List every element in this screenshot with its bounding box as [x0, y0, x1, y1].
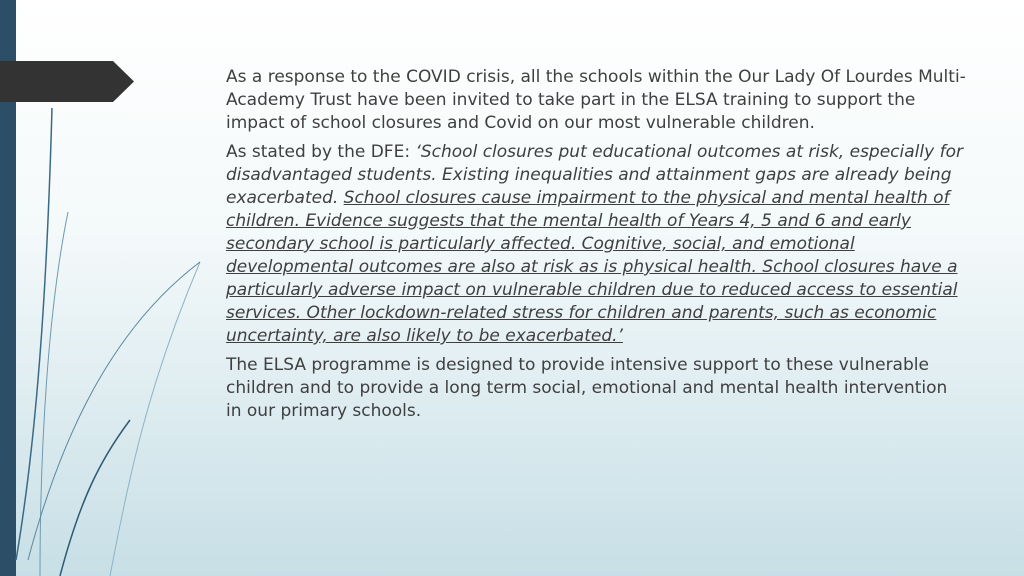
- dfe-quote-text: ‘School closures put educational outcomes at risk, especially for disadvantaged students. Existing inequalities and attainment gaps are already being exacerbated.: [226, 142, 963, 208]
- slide-body: [226, 66, 966, 429]
- intro-paragraph: As a response to the COVID crisis, all the schools within the Our Lady Of Lourdes Multi-Academy Trust have been invited to take part in the ELSA training to support the impact of school closures and Covid on our most vulnerable children.: [226, 67, 966, 133]
- dfe-quote-lead: As stated by the DFE:: [226, 142, 416, 162]
- title-arrow-tab: [0, 61, 134, 102]
- dfe-quote-underlined-text: School closures cause impairment to the physical and mental health of children. Evidence suggests that the mental health of Years 4, 5 and 6 and early secondary school is particularly affected. Cognitive, social, and emotional developmental outcomes are also at risk as is physical health. School closures have a particularly adverse impact on vulnerable children due to reduced access to essential services. Other lockdown-related stress for children and parents, such as economic uncertainty, are also likely to be exacerbated.’: [226, 188, 958, 346]
- elsa-programme-paragraph: The ELSA programme is designed to provide intensive support to these vulnerable children and to provide a long term social, emotional and mental health intervention in our primary schools.: [226, 355, 948, 421]
- dfe-quote-paragraph: [226, 141, 966, 348]
